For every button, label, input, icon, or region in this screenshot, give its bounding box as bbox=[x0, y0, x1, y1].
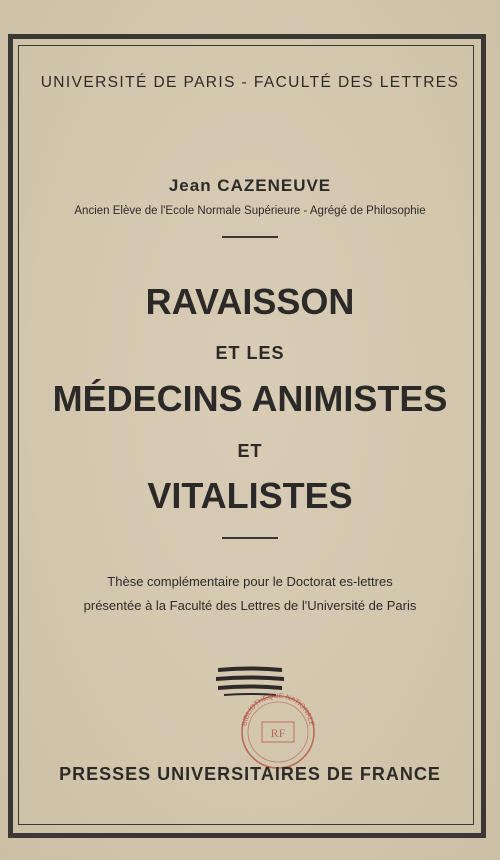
title-line-2: ET LES bbox=[215, 343, 285, 363]
title-line-1: RAVAISSON bbox=[145, 281, 355, 322]
stamp-arc-text: BIBLIOTHÈQUE NATIONALE bbox=[241, 692, 315, 727]
institution-heading: UNIVERSITÉ DE PARIS - FACULTÉ DES LETTRES bbox=[40, 74, 460, 91]
library-stamp-icon bbox=[232, 690, 324, 770]
title-line-5: VITALISTES bbox=[147, 475, 353, 516]
title-line-4: ET bbox=[237, 441, 263, 461]
thesis-description-line-2: présentée à la Faculté des Lettres de l'Université de Paris bbox=[83, 598, 417, 613]
author-credentials: Ancien Elève de l'Ecole Normale Supérieure - Agrégé de Philosophie bbox=[74, 205, 426, 217]
divider-rule bbox=[222, 537, 278, 539]
title-line-3: MÉDECINS ANIMISTES bbox=[52, 378, 448, 419]
publisher-name: PRESSES UNIVERSITAIRES DE FRANCE bbox=[59, 764, 441, 784]
thesis-description-line-1: Thèse complémentaire pour le Doctorat es-lettres bbox=[107, 574, 393, 589]
divider-rule bbox=[222, 236, 278, 238]
stamp-initials: RF bbox=[270, 726, 286, 740]
author-name: Jean CAZENEUVE bbox=[168, 176, 332, 195]
